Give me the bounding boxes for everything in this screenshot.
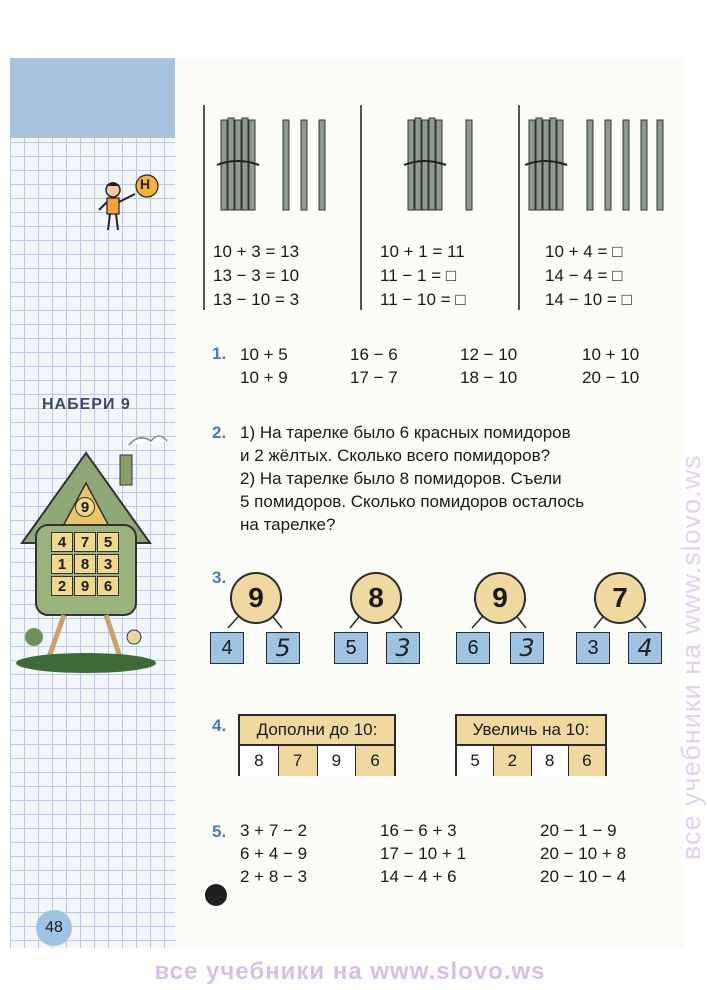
box-cell[interactable]: 5	[457, 746, 494, 776]
house-top-number: 9	[75, 497, 95, 517]
box-title: Увеличь на 10:	[457, 716, 605, 746]
task1-expr: 12 − 10	[460, 345, 518, 364]
tree-right-box[interactable]: 4	[628, 632, 662, 664]
sidebar-title: НАБЕРИ 9	[42, 396, 131, 413]
task1-expr: 20 − 10	[582, 368, 640, 387]
top-eq: 10 + 3 = 13	[213, 242, 300, 261]
tree-right-box[interactable]: 5	[266, 632, 300, 664]
task5-expr: 20 − 1 − 9	[540, 821, 617, 840]
task5-expr: 6 + 4 − 9	[240, 844, 308, 863]
tree-top-number: 8	[350, 572, 402, 624]
house-cell: 3	[97, 554, 119, 574]
letter-badge: Н	[140, 176, 151, 192]
house-cell: 6	[97, 576, 119, 596]
boy-with-letter-icon	[95, 170, 165, 240]
complement-box	[238, 714, 396, 776]
task2-line: на тарелке?	[240, 515, 336, 534]
tree-left-box: 6	[456, 632, 490, 664]
top-eq: 11 − 1 = □	[380, 266, 457, 285]
house-cell: 4	[51, 532, 73, 552]
page-number: 48	[36, 910, 72, 946]
box-cell[interactable]: 8	[532, 746, 569, 776]
tree-right-box[interactable]: 3	[386, 632, 420, 664]
task5-expr: 14 − 4 + 6	[380, 867, 457, 886]
task5-expr: 16 − 6 + 3	[380, 821, 457, 840]
task1-expr: 10 + 10	[582, 345, 640, 364]
task5-expr: 17 − 10 + 1	[380, 844, 467, 863]
box-cell[interactable]: 2	[494, 746, 531, 776]
top-eq: 13 − 10 = 3	[213, 290, 300, 309]
box-cell[interactable]: 6	[356, 746, 394, 776]
task2-line: 2) На тарелке было 8 помидоров. Съели	[240, 469, 562, 488]
house-cell: 8	[74, 554, 96, 574]
increase-box	[455, 714, 607, 776]
box-title: Дополни до 10:	[240, 716, 394, 746]
top-eq: 14 − 10 = □	[545, 290, 632, 309]
house-cell: 2	[51, 576, 73, 596]
task1-expr: 18 − 10	[460, 368, 518, 387]
house-cell: 1	[51, 554, 73, 574]
tree-left-box: 3	[576, 632, 610, 664]
tree-top-number: 9	[230, 572, 282, 624]
ink-dot	[205, 884, 227, 906]
tree-left-box: 5	[334, 632, 368, 664]
top-eq: 10 + 1 = 11	[380, 242, 465, 261]
task1-expr: 16 − 6	[350, 345, 398, 364]
task5-expr: 20 − 10 − 4	[540, 867, 627, 886]
task-number: 4.	[212, 716, 227, 735]
bundle-sticks-icon	[523, 115, 668, 215]
bundle-sticks-icon	[215, 115, 335, 215]
task1-expr: 10 + 9	[240, 368, 288, 387]
top-eq: 10 + 4 = □	[545, 242, 623, 261]
task1-expr: 10 + 5	[240, 345, 288, 364]
house-cell: 5	[97, 532, 119, 552]
task5-expr: 3 + 7 − 2	[240, 821, 308, 840]
task5-expr: 2 + 8 − 3	[240, 867, 308, 886]
box-cell[interactable]: 7	[279, 746, 318, 776]
top-eq: 11 − 10 = □	[380, 290, 466, 309]
top-eq: 14 − 4 = □	[545, 266, 623, 285]
task-number: 3.	[212, 568, 227, 587]
top-eq: 13 − 3 = 10	[213, 266, 300, 285]
task-number: 1.	[212, 344, 227, 363]
box-cell[interactable]: 9	[318, 746, 357, 776]
box-cell[interactable]: 6	[569, 746, 605, 776]
house-cell: 7	[74, 532, 96, 552]
task-number: 5.	[212, 822, 227, 841]
task5-expr: 20 − 10 + 8	[540, 844, 627, 863]
house-cell: 9	[74, 576, 96, 596]
watermark-vertical: все учебники на www.slovo.ws	[676, 454, 706, 860]
margin-header-band	[10, 58, 175, 138]
table-divider	[203, 105, 205, 310]
tree-right-box[interactable]: 3	[510, 632, 544, 664]
tree-top-number: 9	[474, 572, 526, 624]
task2-line: и 2 жёлтых. Сколько всего помидоров?	[240, 446, 551, 465]
tree-left-box: 4	[210, 632, 244, 664]
table-divider	[360, 105, 362, 310]
box-cell[interactable]: 8	[240, 746, 279, 776]
task-number: 2.	[212, 423, 227, 442]
watermark-bottom: все учебники на www.slovo.ws	[154, 958, 546, 985]
task2-line: 1) На тарелке было 6 красных помидоров	[240, 423, 571, 442]
bundle-sticks-icon	[402, 115, 492, 215]
table-divider	[518, 105, 520, 310]
tree-top-number: 7	[594, 572, 646, 624]
task1-expr: 17 − 7	[350, 368, 398, 387]
task2-line: 5 помидоров. Сколько помидоров осталось	[240, 492, 585, 511]
